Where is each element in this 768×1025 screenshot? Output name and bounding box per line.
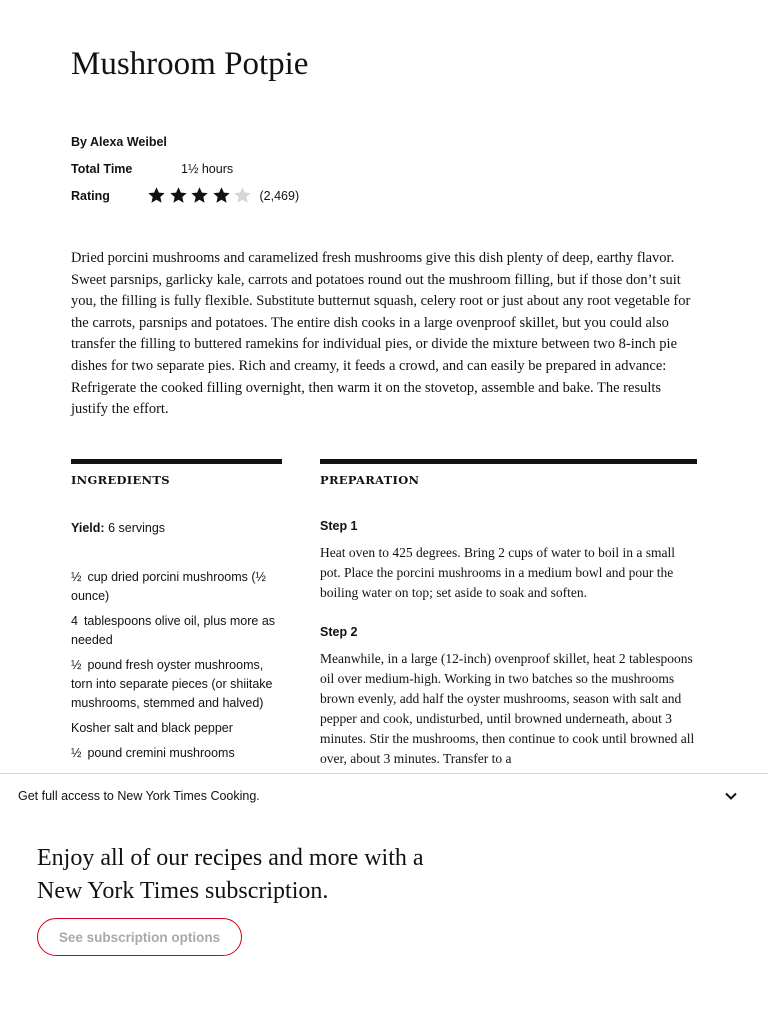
ingredient-text: cup dried porcini mushrooms (½ ounce) [71,570,266,603]
paywall-bar[interactable] [0,774,768,818]
step-label: Step 2 [320,625,358,639]
ingredient-list [71,568,282,763]
yield-value: 6 servings [108,521,166,535]
ingredient-text: pound fresh oyster mushrooms, torn into separate pieces (or shiitake mushrooms, stemmed and halved) [71,658,273,710]
star-icon [169,186,188,205]
chevron-down-icon[interactable] [724,789,738,803]
ingredient-item [71,656,282,713]
star-icon [190,186,209,205]
ingredient-item [71,612,282,650]
total-time-row [71,162,233,176]
ingredient-quantity: ½ [71,658,82,672]
rating-label: Rating [71,188,110,203]
ingredient-quantity: 4 [71,614,78,628]
ingredient-quantity: ½ [71,570,82,584]
ingredient-item [71,719,282,738]
ingredient-text: pound cremini mushrooms [87,746,235,760]
ingredient-text: Kosher salt and black pepper [71,721,233,735]
ingredient-item [71,744,282,763]
rating-count[interactable]: (2,469) [259,188,300,203]
total-time-value: 1½ hours [181,162,234,176]
ingredients-rule [71,459,282,464]
paywall-headline: Enjoy all of our recipes and more with a New York Times subscription. [37,845,424,904]
step-text: Heat oven to 425 degrees. Bring 2 cups of water to boil in a small pot. Place the porcini mushrooms in a medium bowl and pour the boiling water on top; set aside to soak and soften. [320,545,676,600]
preparation-rule [320,459,697,464]
star-icon [212,186,231,205]
step-text: Meanwhile, in a large (12-inch) ovenproof skillet, heat 2 tablespoons oil over medium-high. Working in two batches so the mushrooms brown evenly, add half the oyster mushrooms, season with salt and pepper and cook, undisturbed, until browned underneath, about 3 minutes. Stir the mushrooms, then continue to cook until browned all over, about 3 minutes. Transfer to a [320,651,695,766]
star-icon [147,186,166,205]
ingredient-item [71,568,282,606]
step-list [320,519,697,769]
ingredient-text: tablespoons olive oil, plus more as needed [71,614,276,647]
ingredients-heading: INGREDIENTS [71,473,170,487]
recipe-title: Mushroom Potpie [71,46,309,82]
preparation-heading: PREPARATION [320,473,420,487]
total-time-label: Total Time [71,162,133,176]
yield [71,521,282,535]
step-label: Step 1 [320,519,358,533]
yield-label: Yield: [71,521,105,535]
ingredient-quantity: ½ [71,746,82,760]
preparation-column [320,459,697,769]
recipe-description: Dried porcini mushrooms and caramelized fresh mushrooms give this dish plenty of deep, earthy flavor. Sweet parsnips, garlicky kale, carrots and potatoes round out the mushroom filling, but if those don’t suit you, the filling is fully flexible. Substitute butternut squash, celery root or just about any root vegetable for the carrots, parsnips and potatoes. The entire dish cooks in a large ovenproof skillet, but you could also transfer the filling to buttered ramekins for individual pies, or divide the mixture between two 8-inch pie dishes for two separate pies. Rich and creamy, it feeds a crowd, and can easily be prepared in advance: Refrigerate the cooked filling overnight, then warm it on the stovetop, assemble and bake. The results justify the effort. [71,250,691,418]
subscription-paywall [0,773,768,1025]
ingredients-column [71,459,282,769]
paywall-bar-text: Get full access to New York Times Cooking. [18,789,260,803]
preparation-step [320,519,697,603]
byline[interactable]: By Alexa Weibel [71,135,167,149]
preparation-step [320,625,697,769]
star-icon [233,186,252,205]
rating-row [71,186,299,205]
rating-stars[interactable] [147,186,255,205]
see-subscription-options-button[interactable]: See subscription options [37,918,242,956]
